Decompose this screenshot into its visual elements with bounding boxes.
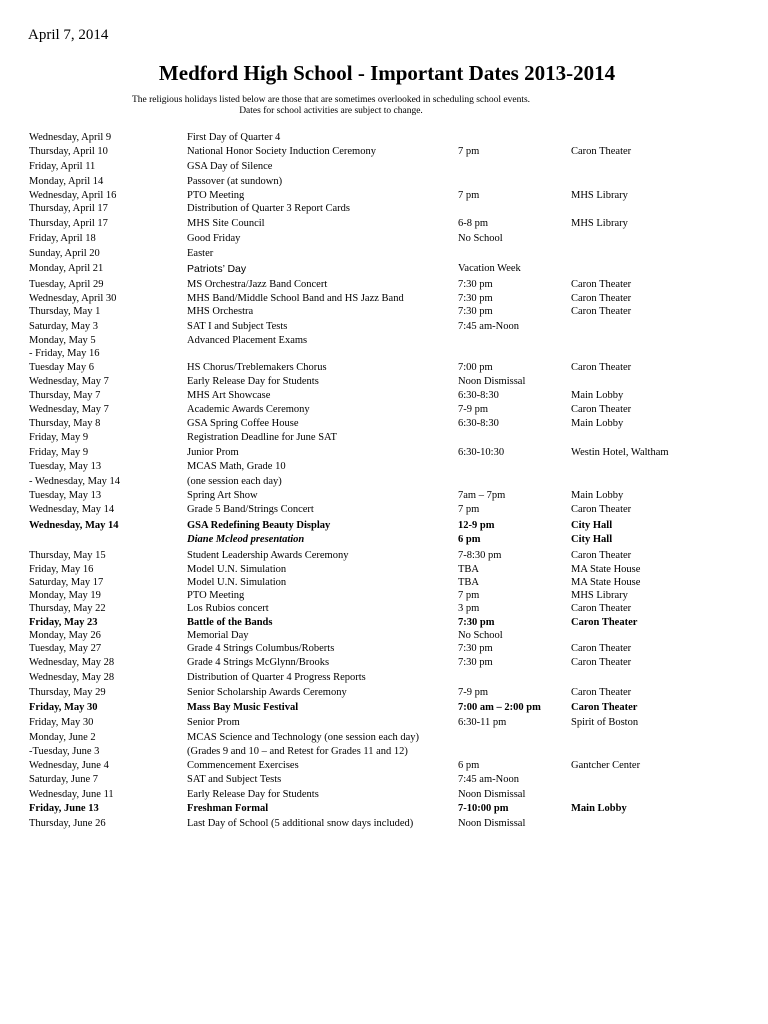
event-location: Caron Theater: [571, 146, 632, 157]
event-date: Friday, April 11: [29, 161, 96, 172]
table-row: [0, 232, 768, 246]
table-row: [0, 403, 768, 417]
event-date: - Wednesday, May 14: [29, 476, 121, 487]
event-time: 7:30 pm: [458, 293, 493, 304]
event-name: Grade 5 Band/Strings Concert: [187, 504, 314, 515]
event-time: 7am – 7pm: [458, 490, 506, 501]
table-row: [0, 475, 768, 489]
event-date: Monday, May 5: [29, 335, 96, 346]
event-location: Caron Theater: [571, 550, 632, 561]
event-location: Caron Theater: [571, 279, 632, 290]
table-row: [0, 145, 768, 159]
event-time: 7:30 pm: [458, 643, 493, 654]
table-row: [0, 347, 768, 361]
event-name: Memorial Day: [187, 630, 249, 641]
event-location: Caron Theater: [571, 306, 632, 317]
event-date: Wednesday, April 9: [29, 132, 112, 143]
event-date: Monday, May 19: [29, 590, 101, 601]
event-time: 6 pm: [458, 760, 480, 771]
event-location: Main Lobby: [571, 803, 627, 814]
event-name: Advanced Placement Exams: [187, 335, 308, 346]
event-date: Tuesday May 6: [29, 362, 94, 373]
table-row: [0, 576, 768, 590]
event-date: Thursday, May 8: [29, 418, 101, 429]
event-time: 7 pm: [458, 190, 480, 201]
event-name: Grade 4 Strings McGlynn/Brooks: [187, 657, 330, 668]
event-location: City Hall: [571, 520, 613, 531]
event-time: 7:00 am – 2:00 pm: [458, 702, 541, 713]
table-row: [0, 189, 768, 203]
event-date: Friday, May 30: [29, 702, 98, 713]
event-time: 6:30-11 pm: [458, 717, 507, 728]
table-row: [0, 202, 768, 216]
event-name: Junior Prom: [187, 447, 239, 458]
event-location: Gantcher Center: [571, 760, 641, 771]
event-time: 3 pm: [458, 603, 480, 614]
table-row: [0, 217, 768, 231]
event-date: Wednesday, May 7: [29, 376, 109, 387]
document-date: April 7, 2014: [28, 27, 109, 43]
event-date: Thursday, May 1: [29, 306, 101, 317]
event-date: Wednesday, June 11: [29, 789, 114, 800]
event-time: No School: [458, 233, 503, 244]
event-name: Battle of the Bands: [187, 617, 273, 628]
event-time: 7:30 pm: [458, 306, 493, 317]
note-line-2: Dates for school activities are subject to change.: [239, 106, 423, 116]
event-time: Noon Dismissal: [458, 818, 526, 829]
table-row: [0, 247, 768, 261]
event-location: Caron Theater: [571, 657, 632, 668]
event-date: - Friday, May 16: [29, 348, 100, 359]
event-name: SAT I and Subject Tests: [187, 321, 288, 332]
table-row: [0, 320, 768, 334]
event-name: (Grades 9 and 10 – and Retest for Grades 11 and 12): [187, 746, 408, 757]
event-date: Monday, April 21: [29, 263, 104, 274]
event-date: Friday, May 30: [29, 717, 94, 728]
event-date: Tuesday, April 29: [29, 279, 104, 290]
event-location: Spirit of Boston: [571, 717, 639, 728]
event-location: Caron Theater: [571, 603, 632, 614]
event-name: First Day of Quarter 4: [187, 132, 281, 143]
table-row: [0, 460, 768, 474]
event-name: MHS Art Showcase: [187, 390, 271, 401]
event-location: MHS Library: [571, 190, 628, 201]
event-location: Caron Theater: [571, 504, 632, 515]
table-row: [0, 629, 768, 643]
event-name: GSA Redefining Beauty Display: [187, 520, 331, 531]
event-time: Vacation Week: [458, 263, 521, 274]
event-name: National Honor Society Induction Ceremony: [187, 146, 376, 157]
event-date: Wednesday, June 4: [29, 760, 109, 771]
event-name: PTO Meeting: [187, 590, 245, 601]
event-name: Spring Art Show: [187, 490, 258, 501]
event-name: PTO Meeting: [187, 190, 245, 201]
table-row: [0, 589, 768, 603]
event-date: Friday, May 23: [29, 617, 98, 628]
event-name: (one session each day): [187, 476, 282, 487]
event-name: GSA Spring Coffee House: [187, 418, 299, 429]
event-date: Thursday, April 17: [29, 203, 108, 214]
table-row: [0, 671, 768, 685]
table-row: [0, 417, 768, 431]
event-name: Passover (at sundown): [187, 176, 283, 187]
event-name: SAT and Subject Tests: [187, 774, 282, 785]
table-row: [0, 489, 768, 503]
event-name: Early Release Day for Students: [187, 789, 319, 800]
event-name: Mass Bay Music Festival: [187, 702, 299, 713]
event-location: MA State House: [571, 564, 641, 575]
event-name: MCAS Science and Technology (one session each day): [187, 732, 420, 743]
event-date: Monday, June 2: [29, 732, 96, 743]
event-time: 7-9 pm: [458, 687, 489, 698]
event-name: Academic Awards Ceremony: [187, 404, 310, 415]
event-time: TBA: [458, 577, 479, 588]
table-row: [0, 361, 768, 375]
event-name: Distribution of Quarter 3 Report Cards: [187, 203, 351, 214]
event-location: Main Lobby: [571, 390, 624, 401]
event-name: MCAS Math, Grade 10: [187, 461, 286, 472]
event-location: Main Lobby: [571, 418, 624, 429]
event-time: 12-9 pm: [458, 520, 495, 531]
event-location: Caron Theater: [571, 617, 638, 628]
event-time: Noon Dismissal: [458, 376, 526, 387]
event-name: Good Friday: [187, 233, 241, 244]
event-name: Freshman Formal: [187, 803, 269, 814]
table-row: [0, 375, 768, 389]
event-date: Thursday, April 10: [29, 146, 108, 157]
event-date: Thursday, May 29: [29, 687, 106, 698]
table-row: [0, 788, 768, 802]
table-row: [0, 701, 768, 715]
event-time: 7 pm: [458, 504, 480, 515]
event-location: Caron Theater: [571, 702, 638, 713]
event-date: Wednesday, May 14: [29, 520, 119, 531]
event-time: TBA: [458, 564, 479, 575]
event-date: Wednesday, April 16: [29, 190, 117, 201]
event-name: Senior Scholarship Awards Ceremony: [187, 687, 347, 698]
table-row: [0, 716, 768, 730]
table-row: [0, 745, 768, 759]
event-date: Tuesday, May 13: [29, 461, 102, 472]
event-name: Early Release Day for Students: [187, 376, 319, 387]
event-location: Main Lobby: [571, 490, 624, 501]
event-name: Senior Prom: [187, 717, 240, 728]
event-name: Distribution of Quarter 4 Progress Reports: [187, 672, 366, 683]
event-location: Caron Theater: [571, 362, 632, 373]
event-name: Registration Deadline for June SAT: [187, 432, 337, 443]
table-row: [0, 305, 768, 319]
event-time: No School: [458, 630, 503, 641]
event-date: -Tuesday, June 3: [29, 746, 100, 757]
table-row: [0, 642, 768, 656]
event-time: 7-8:30 pm: [458, 550, 502, 561]
event-location: Caron Theater: [571, 293, 632, 304]
event-date: Friday, April 18: [29, 233, 96, 244]
event-time: 7-9 pm: [458, 404, 489, 415]
event-date: Wednesday, May 7: [29, 404, 109, 415]
event-name: MHS Orchestra: [187, 306, 254, 317]
event-time: 7 pm: [458, 590, 480, 601]
event-location: MHS Library: [571, 218, 628, 229]
table-row: [0, 563, 768, 577]
event-date: Saturday, May 17: [29, 577, 104, 588]
table-row: [0, 334, 768, 348]
event-time: 6:30-10:30: [458, 447, 505, 458]
event-time: Noon Dismissal: [458, 789, 526, 800]
event-date: Wednesday, May 28: [29, 672, 115, 683]
event-name: Grade 4 Strings Columbus/Roberts: [187, 643, 335, 654]
event-location: Caron Theater: [571, 404, 632, 415]
event-location: Caron Theater: [571, 643, 632, 654]
event-time: 7:45 am-Noon: [458, 774, 519, 785]
event-date: Thursday, May 7: [29, 390, 101, 401]
event-name: MS Orchestra/Jazz Band Concert: [187, 279, 328, 290]
table-row: [0, 519, 768, 533]
table-row: [0, 389, 768, 403]
event-name: Diane Mcleod presentation: [187, 534, 305, 545]
event-time: 7:45 am-Noon: [458, 321, 519, 332]
event-date: Wednesday, April 30: [29, 293, 117, 304]
table-row: [0, 292, 768, 306]
event-date: Sunday, April 20: [29, 248, 100, 259]
event-time: 7-10:00 pm: [458, 803, 509, 814]
table-row: [0, 759, 768, 773]
event-location: Westin Hotel, Waltham: [571, 447, 669, 458]
event-date: Thursday, May 15: [29, 550, 106, 561]
event-name: GSA Day of Silence: [187, 161, 273, 172]
event-name: HS Chorus/Treblemakers Chorus: [187, 362, 327, 373]
event-date: Friday, May 16: [29, 564, 94, 575]
table-row: [0, 817, 768, 831]
note-line-1: The religious holidays listed below are those that are sometimes overlooked in scheduling school events.: [131, 95, 531, 105]
table-row: [0, 686, 768, 700]
event-date: Monday, April 14: [29, 176, 104, 187]
event-location: Caron Theater: [571, 687, 632, 698]
event-date: Wednesday, May 28: [29, 657, 115, 668]
event-date: Saturday, June 7: [29, 774, 99, 785]
event-time: 7:00 pm: [458, 362, 493, 373]
event-date: Saturday, May 3: [29, 321, 99, 332]
event-time: 6:30-8:30: [458, 418, 499, 429]
event-time: 6:30-8:30: [458, 390, 499, 401]
event-date: Monday, May 26: [29, 630, 101, 641]
event-time: 7:30 pm: [458, 617, 495, 628]
event-time: 6 pm: [458, 534, 481, 545]
event-date: Thursday, April 17: [29, 218, 108, 229]
event-name: MHS Band/Middle School Band and HS Jazz Band: [187, 293, 404, 304]
event-date: Friday, May 9: [29, 447, 89, 458]
event-date: Thursday, June 26: [29, 818, 106, 829]
event-name: Patriots’ Day: [187, 263, 247, 275]
table-row: [0, 431, 768, 445]
event-name: MHS Site Council: [187, 218, 265, 229]
event-name: Easter: [187, 248, 214, 259]
table-row: [0, 602, 768, 616]
event-location: MA State House: [571, 577, 641, 588]
table-row: [0, 773, 768, 787]
table-row: [0, 503, 768, 517]
table-row: [0, 175, 768, 189]
table-row: [0, 278, 768, 292]
event-time: 7 pm: [458, 146, 480, 157]
event-name: Commencement Exercises: [187, 760, 299, 771]
event-name: Last Day of School (5 additional snow days included): [187, 818, 414, 829]
event-name: Student Leadership Awards Ceremony: [187, 550, 349, 561]
table-row: [0, 446, 768, 460]
table-row: [0, 656, 768, 670]
event-time: 7:30 pm: [458, 279, 493, 290]
table-row: [0, 549, 768, 563]
event-date: Tuesday, May 27: [29, 643, 102, 654]
table-row: [0, 731, 768, 745]
event-time: 6-8 pm: [458, 218, 489, 229]
event-date: Tuesday, May 13: [29, 490, 102, 501]
table-row: [0, 533, 768, 547]
event-time: 7:30 pm: [458, 657, 493, 668]
event-name: Model U.N. Simulation: [187, 577, 287, 588]
event-date: Friday, May 9: [29, 432, 89, 443]
table-row: [0, 160, 768, 174]
event-location: MHS Library: [571, 590, 628, 601]
event-date: Thursday, May 22: [29, 603, 106, 614]
event-location: City Hall: [571, 534, 613, 545]
event-date: Friday, June 13: [29, 803, 99, 814]
table-row: [0, 262, 768, 276]
page-title: Medford High School - Important Dates 2013-2014: [158, 61, 616, 85]
table-row: [0, 616, 768, 630]
event-name: Los Rubios concert: [187, 603, 269, 614]
table-row: [0, 802, 768, 816]
event-name: Model U.N. Simulation: [187, 564, 287, 575]
event-date: Wednesday, May 14: [29, 504, 115, 515]
table-row: [0, 131, 768, 145]
